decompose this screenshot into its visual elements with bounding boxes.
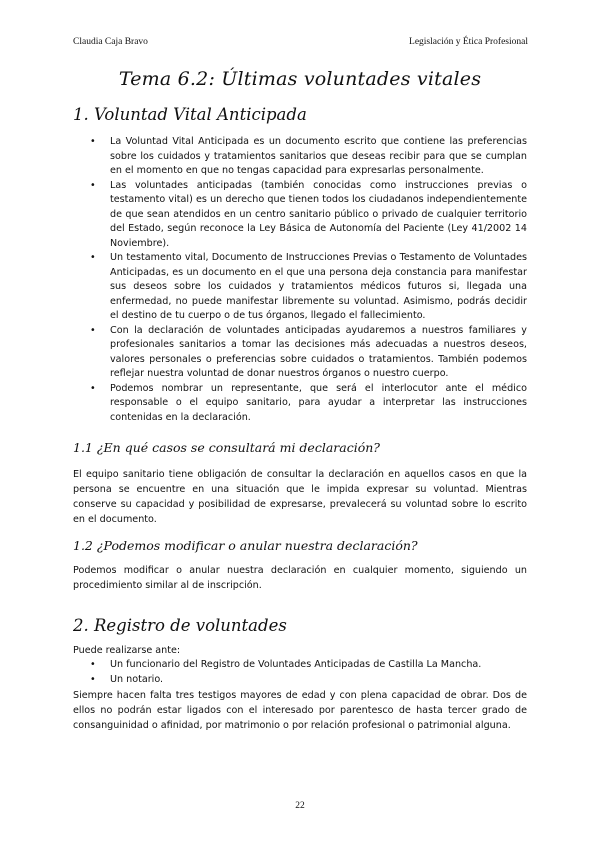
section-1-1-text: El equipo sanitario tiene obligación de consultar la declaración en aquellos casos en que la persona se encuentre en una situación que le impida expresar su voluntad. Mientras conserve su capacidad y posibilidad de expresarse, prevalecerá su voluntad sobre lo escrito en el documento. — [73, 469, 527, 525]
list-item: • Con la declaración de voluntades anticipadas ayudaremos a nuestros familiares y profesionales sanitarios a tomar las decisiones más adecuadas a nuestros deseos, valores personales o preferencias sobre cuidados o tratamientos. También podemos reflejar nuestra voluntad de donar nuestros órganos o nuestro cuerpo. — [88, 324, 527, 382]
section-1-1-heading: 1.1 ¿En qué casos se consultará mi declaración? — [73, 440, 380, 455]
section-1-2-heading: 1.2 ¿Podemos modificar o anular nuestra declaración? — [73, 538, 418, 553]
list-item: • La Voluntad Vital Anticipada es un documento escrito que contiene las preferencias sobre los cuidados y tratamientos sanitarios que deseas recibir para que se cumplan en el momento en que no tengas capacidad para expresarlas personalmente. — [88, 135, 527, 179]
section-2-intro: Puede realizarse ante: — [73, 645, 181, 656]
list-item: • Un testamento vital, Documento de Instrucciones Previas o Testamento de Voluntades Anticipadas, es un documento en el que una persona deja constancia para manifestar sus deseos sobre los cuidados y tratamientos médicos futuros si, llegada una enfermedad, no puede manifestar libremente su voluntad. Asimismo, podrás decidir el destino de tu cuerpo o de tus órganos, llegado el fallecimiento. — [88, 251, 527, 324]
page-title: Tema 6.2: Últimas voluntades vitales — [118, 68, 482, 90]
list-item: • Podemos nombrar un representante, que será el interlocutor ante el médico responsable o el equipo sanitario, para ayudar a interpretar las instrucciones contenidas en la declaración. — [88, 382, 527, 426]
list-item: • Las voluntades anticipadas (también conocidas como instrucciones previas o testamento vital) es un derecho que tienen todos los ciudadanos independientemente de que sean atendidos en un centro sanitario público o privado de cualquier territorio del Estado, según reconoce la Ley Básica de Autonomía del Paciente (Ley 41/2002 14 Noviembre). — [88, 179, 527, 252]
list-item: • Un funcionario del Registro de Voluntades Anticipadas de Castilla La Mancha. — [88, 658, 527, 673]
section-1-2-text: Podemos modificar o anular nuestra declaración en cualquier momento, siguiendo un procedimiento similar al de inscripción. — [73, 565, 527, 591]
section-2-heading: 2. Registro de voluntades — [73, 616, 287, 635]
section-1-bullet-list — [88, 135, 527, 425]
section-2-bullet-list — [88, 658, 527, 687]
section-1-heading: 1. Voluntad Vital Anticipada — [73, 105, 307, 124]
page-number: 22 — [295, 801, 305, 811]
list-item: • Un notario. — [88, 673, 527, 688]
header-author: Claudia Caja Bravo — [73, 37, 148, 47]
section-2-text: Siempre hacen falta tres testigos mayores de edad y con plena capacidad de obrar. Dos de ellos no podrán estar ligados con el interesado por parentesco de hasta tercer grado de consanguinidad o afinidad, por matrimonio o por relación profesional o patrimonial alguna. — [73, 690, 527, 731]
page-header — [73, 37, 528, 51]
header-subject: Legislación y Ética Profesional — [409, 37, 528, 47]
